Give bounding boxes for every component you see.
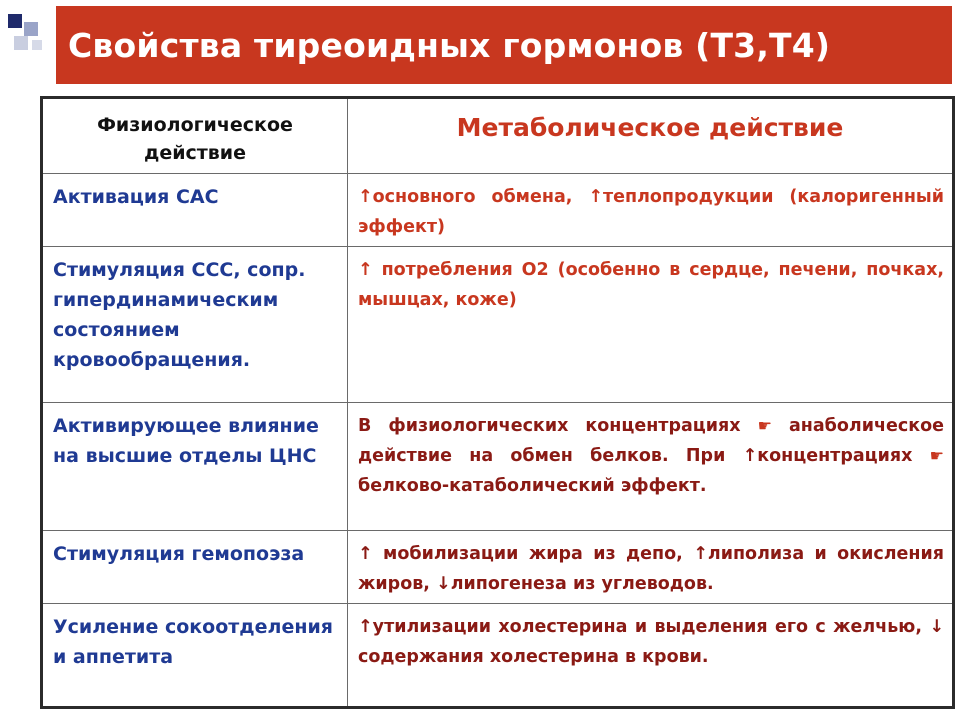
physiological-cell: Стимуляция ССС, сопр. гипердинамическим состоянием кровообращения. bbox=[42, 247, 348, 403]
metabolic-cell bbox=[348, 403, 954, 531]
metabolic-cell: ↑ мобилизации жира из депо, ↑липолиза и окисления жиров, ↓липогенеза из углеводов. bbox=[348, 531, 954, 604]
physiological-cell: Активирующее влияние на высшие отделы ЦНС bbox=[42, 403, 348, 531]
decorative-square bbox=[32, 40, 42, 50]
table-row bbox=[42, 604, 954, 708]
metabolic-cell: ↑основного обмена, ↑теплопродукции (калоригенный эффект) bbox=[348, 174, 954, 247]
header-metabolic: Метаболическое действие bbox=[348, 98, 954, 174]
properties-table-wrap bbox=[40, 96, 952, 700]
properties-table bbox=[40, 96, 955, 709]
slide-title: Свойства тиреоидных гормонов (Т3,Т4) bbox=[68, 25, 831, 65]
table-row bbox=[42, 247, 954, 403]
header-physiological: Физиологическое действие bbox=[42, 98, 348, 174]
metabolic-text-part: белково-катаболический эффект. bbox=[358, 476, 707, 496]
table-row bbox=[42, 531, 954, 604]
metabolic-text-part: анаболическое действие на обмен белков. При ↑концентрациях bbox=[358, 416, 945, 466]
decorative-squares bbox=[8, 14, 52, 58]
table-row bbox=[42, 174, 954, 247]
physiological-cell: Активация САС bbox=[42, 174, 348, 247]
pointing-hand-icon: ☛ bbox=[929, 446, 945, 465]
physiological-cell: Усиление сокоотделения и аппетита bbox=[42, 604, 348, 708]
physiological-cell: Стимуляция гемопоэза bbox=[42, 531, 348, 604]
pointing-hand-icon: ☛ bbox=[757, 416, 772, 435]
metabolic-text-part: В физиологических концентрациях bbox=[358, 416, 741, 436]
metabolic-cell: ↑утилизации холестерина и выделения его с желчью, ↓ содержания холестерина в крови. bbox=[348, 604, 954, 708]
decorative-square bbox=[24, 22, 38, 36]
metabolic-cell: ↑ потребления О2 (особенно в сердце, печени, почках, мышцах, коже) bbox=[348, 247, 954, 403]
title-bar bbox=[56, 6, 952, 84]
table-row bbox=[42, 403, 954, 531]
decorative-square bbox=[8, 14, 22, 28]
table-header-row bbox=[42, 98, 954, 174]
decorative-square bbox=[14, 36, 28, 50]
